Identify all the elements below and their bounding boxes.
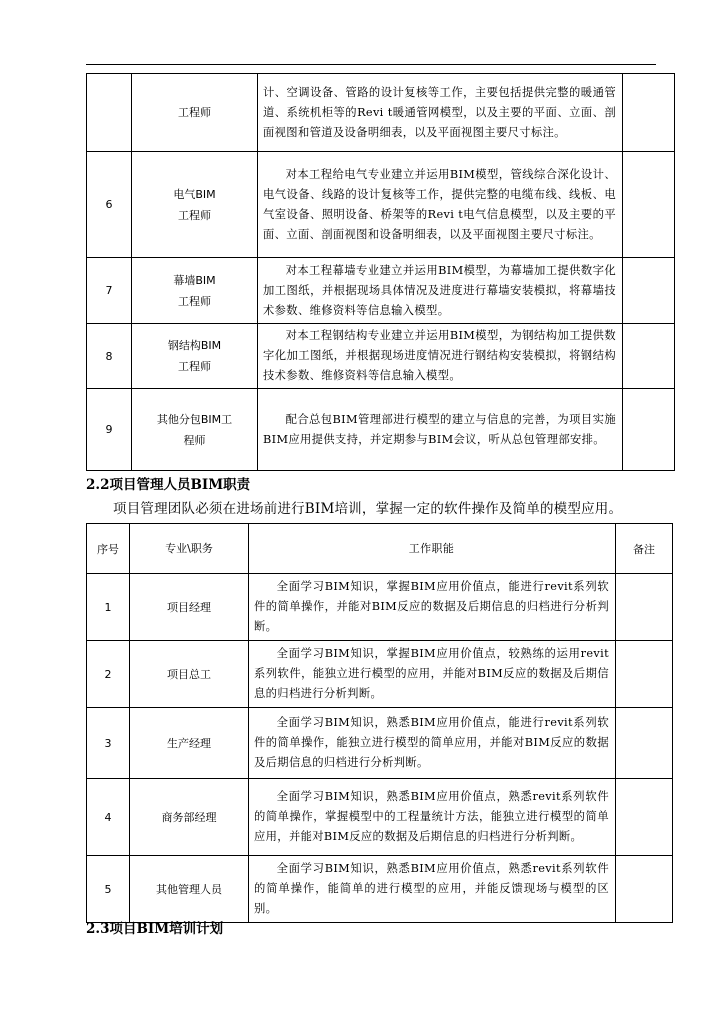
row-role-text: 其他分包BIM工程师 bbox=[156, 412, 233, 447]
row-note bbox=[616, 574, 673, 641]
row-number bbox=[87, 74, 132, 152]
row-duty: 配合总包BIM管理部进行模型的建立与信息的完善，为项目实施BIM应用提供支持，并定期参与BIM会议，听从总包管理部安排。 bbox=[258, 389, 623, 471]
row-role: 生产经理 bbox=[130, 708, 249, 779]
pm-bim-duty-table bbox=[86, 523, 673, 923]
table-row bbox=[87, 389, 675, 471]
row-role: 工程师 bbox=[132, 74, 258, 152]
bim-role-table-continued bbox=[86, 73, 675, 471]
row-number: 4 bbox=[87, 779, 130, 856]
row-duty: 全面学习BIM知识，熟悉BIM应用价值点，能进行revit系列软件的简单操作，能独立进行模型的简单应用，并能对BIM反应的数据及后期信息的归档进行分析判断。 bbox=[249, 708, 616, 779]
row-role: 商务部经理 bbox=[130, 779, 249, 856]
row-number: 9 bbox=[87, 389, 132, 471]
row-note bbox=[623, 389, 675, 471]
row-duty: 全面学习BIM知识，熟悉BIM应用价值点，熟悉revit系列软件的简单操作，能简单的进行模型的应用，并能反馈现场与模型的区别。 bbox=[249, 856, 616, 923]
row-duty: 全面学习BIM知识，掌握BIM应用价值点，能进行revit系列软件的简单操作，并能对BIM反应的数据及后期信息的归档进行分析判断。 bbox=[249, 574, 616, 641]
row-role-text: 钢结构BIM工程师 bbox=[167, 339, 222, 373]
section-intro: 项目管理团队必须在进场前进行BIM培训，掌握一定的软件操作及简单的模型应用。 bbox=[113, 501, 623, 517]
row-role: 项目经理 bbox=[130, 574, 249, 641]
table-row bbox=[87, 779, 673, 856]
row-number: 1 bbox=[87, 574, 130, 641]
row-note bbox=[623, 258, 675, 324]
row-duty: 全面学习BIM知识，掌握BIM应用价值点，较熟练的运用revit系列软件，能独立进行模型的应用，并能对BIM反应的数据及后期信息的归档进行分析判断。 bbox=[249, 641, 616, 708]
header-duty: 工作职能 bbox=[249, 524, 616, 574]
row-duty: 对本工程给电气专业建立并运用BIM模型，管线综合深化设计、电气设备、线路的设计复核等工作，提供完整的电缆布线、线板、电气室设备、照明设备、桥架等的Revi t电气信息模型，以及主要的平面、立面、剖面视图和设备明细表，以及平面视图主要尺寸标注。 bbox=[258, 152, 623, 258]
section-heading-2-3: 2.3项目BIM培训计划 bbox=[86, 921, 224, 937]
row-role-text: 幕墙BIM工程师 bbox=[173, 273, 216, 308]
table-row bbox=[87, 641, 673, 708]
row-role: 其他管理人员 bbox=[130, 856, 249, 923]
row-number: 7 bbox=[87, 258, 132, 324]
section-heading-2-2: 2.2项目管理人员BIM职责 bbox=[86, 477, 251, 493]
row-duty: 对本工程幕墙专业建立并运用BIM模型，为幕墙加工提供数字化加工图纸，并根据现场具体情况及进度进行幕墙安装模拟，将幕墙技术参数、维修资料等信息输入模型。 bbox=[258, 258, 623, 324]
row-duty: 对本工程钢结构专业建立并运用BIM模型，为钢结构加工提供数字化加工图纸，并根据现场进度情况进行钢结构安装模拟，将钢结构技术参数、维修资料等信息输入模型。 bbox=[258, 324, 623, 389]
page-header-rule bbox=[86, 64, 656, 65]
row-role: 项目总工 bbox=[130, 641, 249, 708]
row-number: 3 bbox=[87, 708, 130, 779]
row-note bbox=[623, 152, 675, 258]
table-row bbox=[87, 856, 673, 923]
row-role bbox=[132, 324, 258, 389]
table-row bbox=[87, 152, 675, 258]
table-row bbox=[87, 258, 675, 324]
row-note bbox=[623, 74, 675, 152]
row-number: 5 bbox=[87, 856, 130, 923]
table-row bbox=[87, 708, 673, 779]
row-role-text: 电气BIM工程师 bbox=[173, 187, 216, 222]
row-number: 8 bbox=[87, 324, 132, 389]
header-note: 备注 bbox=[616, 524, 673, 574]
row-note bbox=[616, 708, 673, 779]
header-role: 专业\职务 bbox=[130, 524, 249, 574]
table-row bbox=[87, 324, 675, 389]
table-header-row bbox=[87, 524, 673, 574]
header-num: 序号 bbox=[87, 524, 130, 574]
row-note bbox=[616, 779, 673, 856]
row-role bbox=[132, 389, 258, 471]
row-duty: 全面学习BIM知识，熟悉BIM应用价值点，熟悉revit系列软件的简单操作，掌握模型中的工程量统计方法，能独立进行模型的简单应用，并能对BIM反应的数据及后期信息的归档进行分析判断。 bbox=[249, 779, 616, 856]
row-note bbox=[623, 324, 675, 389]
row-number: 2 bbox=[87, 641, 130, 708]
table-row bbox=[87, 74, 675, 152]
row-role bbox=[132, 152, 258, 258]
row-duty: 计、空调设备、管路的设计复核等工作，主要包括提供完整的暖通管道、系统机柜等的Revi t暖通管网模型，以及主要的平面、立面、剖面视图和管道及设备明细表，以及平面视图主要尺寸标注。 bbox=[258, 74, 623, 152]
table-row bbox=[87, 574, 673, 641]
row-note bbox=[616, 856, 673, 923]
row-role bbox=[132, 258, 258, 324]
row-number: 6 bbox=[87, 152, 132, 258]
row-note bbox=[616, 641, 673, 708]
